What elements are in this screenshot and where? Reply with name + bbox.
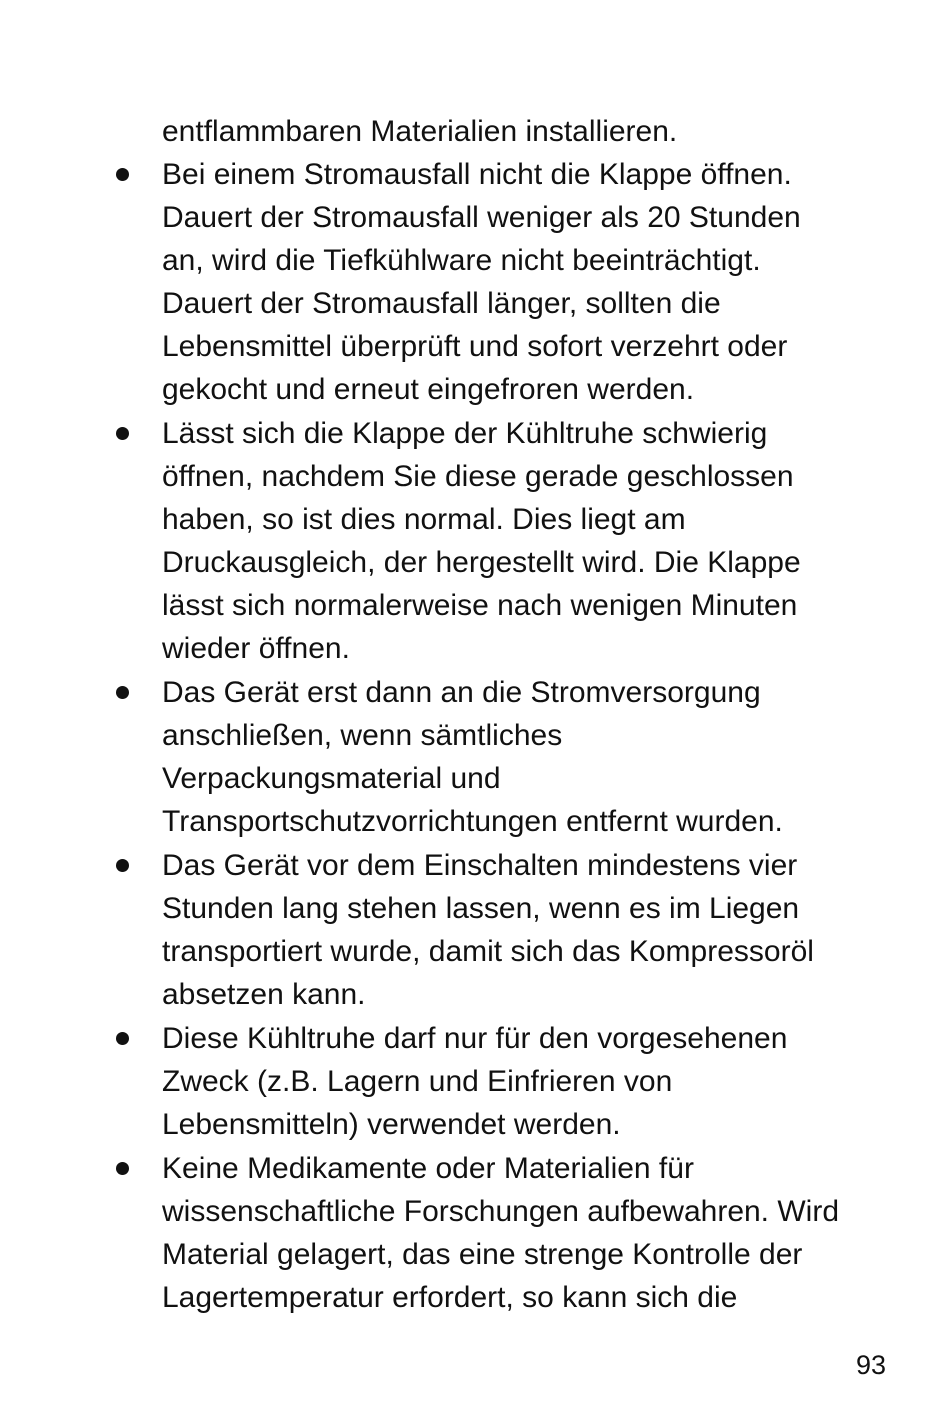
bullet-icon <box>116 686 129 699</box>
continuation-paragraph <box>162 110 902 153</box>
text-line: öffnen, nachdem Sie diese gerade geschlossen <box>162 460 794 493</box>
text-line: Lagertemperatur erfordert, so kann sich die <box>162 1281 738 1314</box>
text-line: Verpackungsmaterial und <box>162 762 501 795</box>
text-line: absetzen kann. <box>162 978 366 1011</box>
bullet-icon <box>116 1032 129 1045</box>
text-line: Dauert der Stromausfall länger, sollten die <box>162 287 721 320</box>
list-item <box>0 153 950 411</box>
text-line: Zweck (z.B. Lagern und Einfrieren von <box>162 1065 673 1098</box>
bullet-icon <box>116 859 129 872</box>
text-line: Das Gerät erst dann an die Stromversorgung <box>162 676 761 709</box>
text-line: an, wird die Tiefkühlware nicht beeinträchtigt. <box>162 244 761 277</box>
safety-bullet-list <box>0 153 950 1320</box>
bullet-icon <box>116 1162 129 1175</box>
text-line: Lebensmittel überprüft und sofort verzehrt oder <box>162 330 788 363</box>
text-line: Lässt sich die Klappe der Kühltruhe schwierig <box>162 417 768 450</box>
bullet-icon <box>116 427 129 440</box>
text-line: Dauert der Stromausfall weniger als 20 Stunden <box>162 201 801 234</box>
text-line: wissenschaftliche Forschungen aufbewahren. Wird <box>162 1195 840 1228</box>
list-item <box>0 1017 950 1146</box>
list-item <box>0 1147 950 1319</box>
text-line: Das Gerät vor dem Einschalten mindestens vier <box>162 849 798 882</box>
text-line: gekocht und erneut eingefroren werden. <box>162 373 695 406</box>
text-line: Diese Kühltruhe darf nur für den vorgesehenen <box>162 1022 788 1055</box>
text-line: Keine Medikamente oder Materialien für <box>162 1152 694 1185</box>
bullet-icon <box>116 168 129 181</box>
text-line: Bei einem Stromausfall nicht die Klappe öffnen. <box>162 158 792 191</box>
text-line: Material gelagert, das eine strenge Kontrolle der <box>162 1238 803 1271</box>
list-item <box>0 412 950 670</box>
text-line: transportiert wurde, damit sich das Kompressoröl <box>162 935 814 968</box>
text-line: lässt sich normalerweise nach wenigen Minuten <box>162 589 798 622</box>
list-item <box>0 671 950 843</box>
text-line: haben, so ist dies normal. Dies liegt am <box>162 503 686 536</box>
page-number: 93 <box>855 1350 886 1380</box>
text-line: wieder öffnen. <box>162 632 350 665</box>
text-line: Lebensmitteln) verwendet werden. <box>162 1108 621 1141</box>
text-line: Stunden lang stehen lassen, wenn es im Liegen <box>162 892 800 925</box>
text-line: Druckausgleich, der hergestellt wird. Die Klappe <box>162 546 801 579</box>
text-line: entflammbaren Materialien installieren. <box>162 115 678 148</box>
list-item <box>0 844 950 1016</box>
text-line: Transportschutzvorrichtungen entfernt wurden. <box>162 805 783 838</box>
text-line: anschließen, wenn sämtliches <box>162 719 563 752</box>
